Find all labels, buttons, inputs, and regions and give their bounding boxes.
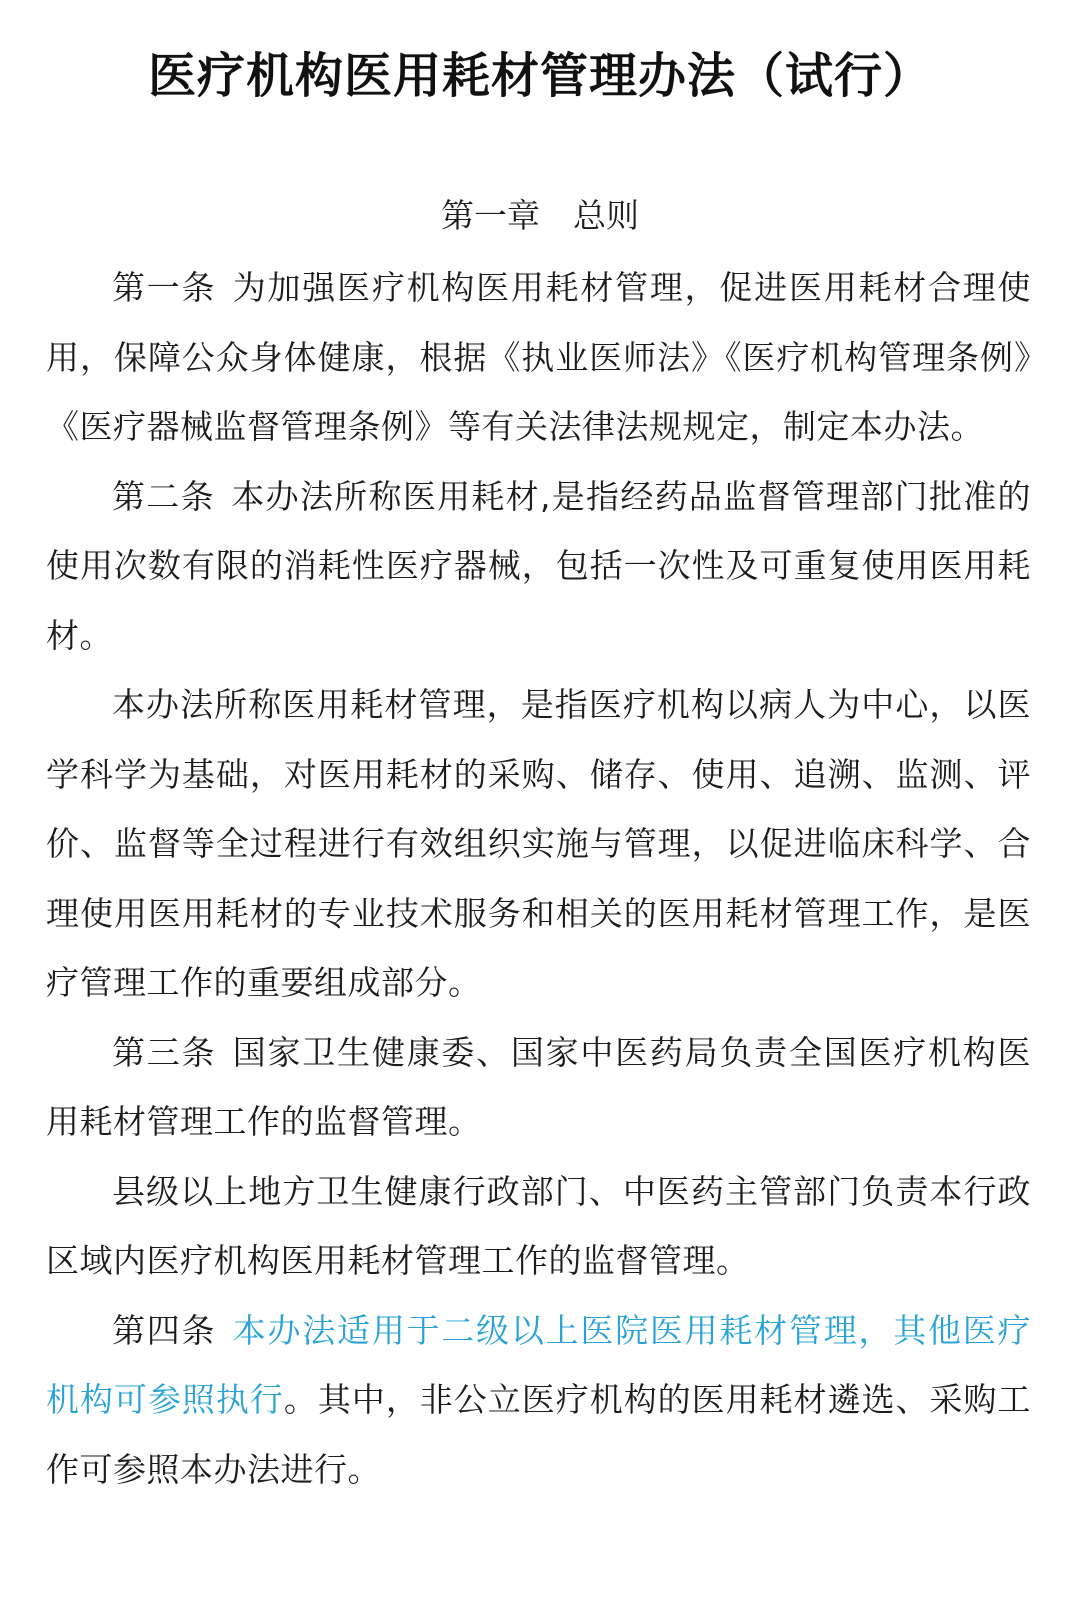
article-3 <box>46 1018 1031 1157</box>
article-label: 第二条 <box>112 476 215 516</box>
article-text: 本办法所称医用耗材管理，是指医疗机构以病人为中心，以医学科学为基础，对医用耗材的采购、储存、使用、追溯、监测、评价、监督等全过程进行有效组织实施与管理，以促进临床科学、合理使用医用耗材的专业技术服务和相关的医用耗材管理工作，是医疗管理工作的重要组成部分。 <box>46 685 1031 1002</box>
article-3-paragraph-2 <box>46 1157 1031 1296</box>
chapter-heading: 第一章 总则 <box>441 196 639 235</box>
article-2 <box>46 462 1031 671</box>
document-body <box>46 253 1031 1504</box>
document-title: 医疗机构医用耗材管理办法（试行） <box>147 48 932 104</box>
article-2-paragraph-2 <box>46 670 1031 1018</box>
article-label: 第一条 <box>112 268 217 307</box>
article-text: 为加强医疗机构医用耗材管理，促进医用耗材合理使用，保障公众身体健康，根据《执业医师法》《医疗机构管理条例》《医疗器械监督管理条例》等有关法律法规规定，制定本办法。 <box>46 268 1032 446</box>
article-text: 县级以上地方卫生健康行政部门、中医药主管部门负责本行政区域内医疗机构医用耗材管理工作的监督管理。 <box>46 1171 1031 1280</box>
highlighted-text: 本办法适用于二级以上医院医用耗材管理，其他医疗机构可参照执行 <box>46 1310 1032 1419</box>
article-text: 国家卫生健康委、国家中医药局负责全国医疗机构医用耗材管理工作的监督管理。 <box>46 1032 1032 1141</box>
article-text: 本办法所称医用耗材,是指经药品监督管理部门批准的使用次数有限的消耗性医疗器械，包括一次性及可重复使用医用耗材。 <box>46 476 1031 655</box>
article-1 <box>46 253 1031 462</box>
article-text: 。其中，非公立医疗机构的医用耗材遴选、采购工作可参照本办法进行。 <box>46 1380 1032 1489</box>
article-label: 第三条 <box>112 1032 217 1072</box>
article-label: 第四条 <box>112 1310 217 1350</box>
article-4 <box>46 1296 1031 1505</box>
